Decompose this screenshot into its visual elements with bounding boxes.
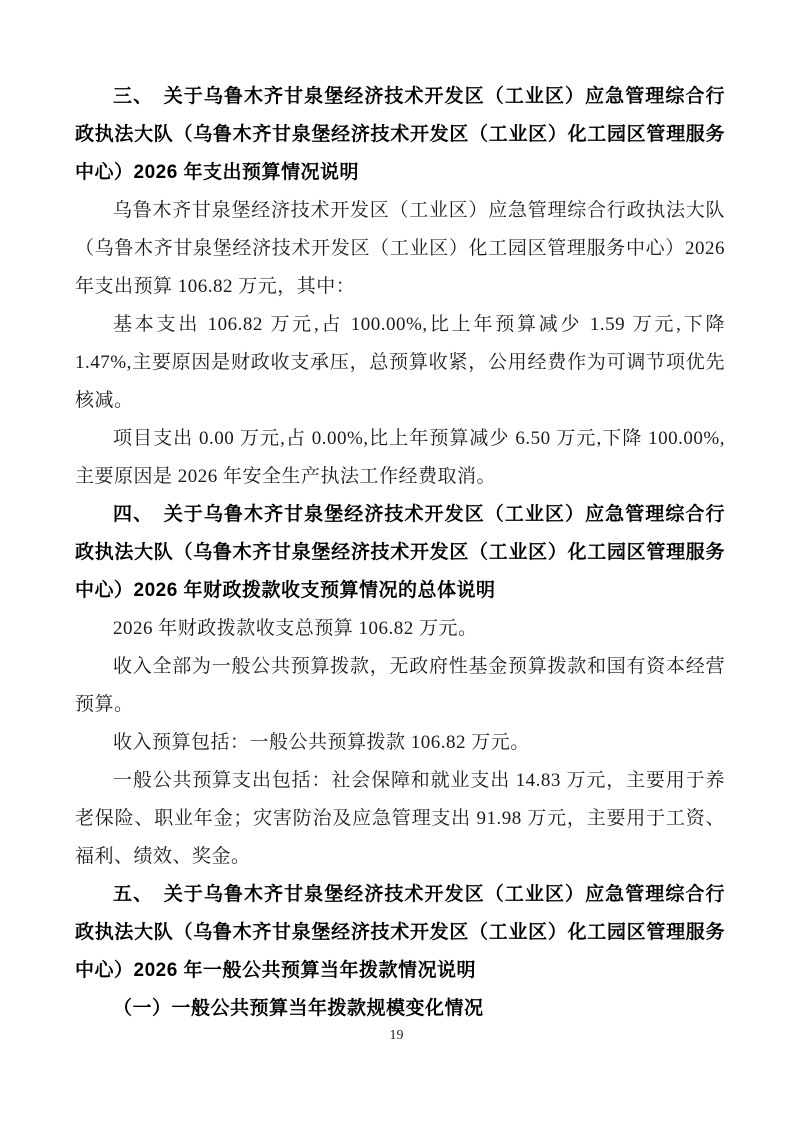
section-heading-3: 三、 关于乌鲁木齐甘泉堡经济技术开发区（工业区）应急管理综合行政执法大队（乌鲁木齐甘泉堡经济技术开发区（工业区）化工园区管理服务中心）2026 年支出预算情况说明 [75, 86, 725, 183]
section-heading-5: 五、 关于乌鲁木齐甘泉堡经济技术开发区（工业区）应急管理综合行政执法大队（乌鲁木齐甘泉堡经济技术开发区（工业区）化工园区管理服务中心）2026 年一般公共预算当年拨款情况说明 [75, 884, 725, 981]
section-heading-4: 四、 关于乌鲁木齐甘泉堡经济技术开发区（工业区）应急管理综合行政执法大队（乌鲁木齐甘泉堡经济技术开发区（工业区）化工园区管理服务中心）2026 年财政拨款收支预算情况的总体说明 [75, 504, 725, 601]
paragraph-basic-expenditure: 基本支出 106.82 万元,占 100.00%,比上年预算减少 1.59 万元,下降 1.47%,主要原因是财政收支承压，总预算收紧，公用经费作为可调节项优先核减。 [75, 314, 725, 411]
paragraph-project-expenditure: 项目支出 0.00 万元,占 0.00%,比上年预算减少 6.50 万元,下降 100.00%,主要原因是 2026 年安全生产执法工作经费取消。 [75, 428, 725, 487]
paragraph-fiscal-total: 2026 年财政拨款收支总预算 106.82 万元。 [113, 618, 478, 639]
document-body [75, 78, 725, 1028]
paragraph-revenue-source: 收入全部为一般公共预算拨款，无政府性基金预算拨款和国有资本经营预算。 [75, 656, 725, 715]
paragraph-expenditure-breakdown: 一般公共预算支出包括：社会保障和就业支出 14.83 万元，主要用于养老保险、职业年金；灾害防治及应急管理支出 91.98 万元，主要用于工资、福利、绩效、奖金。 [75, 770, 725, 867]
subsection-heading-1: （一）一般公共预算当年拨款规模变化情况 [113, 998, 484, 1019]
page-number: 19 [389, 1028, 404, 1043]
paragraph-revenue-budget: 收入预算包括：一般公共预算拨款 106.82 万元。 [113, 732, 530, 753]
paragraph-expenditure-total: 乌鲁木齐甘泉堡经济技术开发区（工业区）应急管理综合行政执法大队（乌鲁木齐甘泉堡经济技术开发区（工业区）化工园区管理服务中心）2026 年支出预算 106.82 万元，其中： [75, 200, 725, 297]
